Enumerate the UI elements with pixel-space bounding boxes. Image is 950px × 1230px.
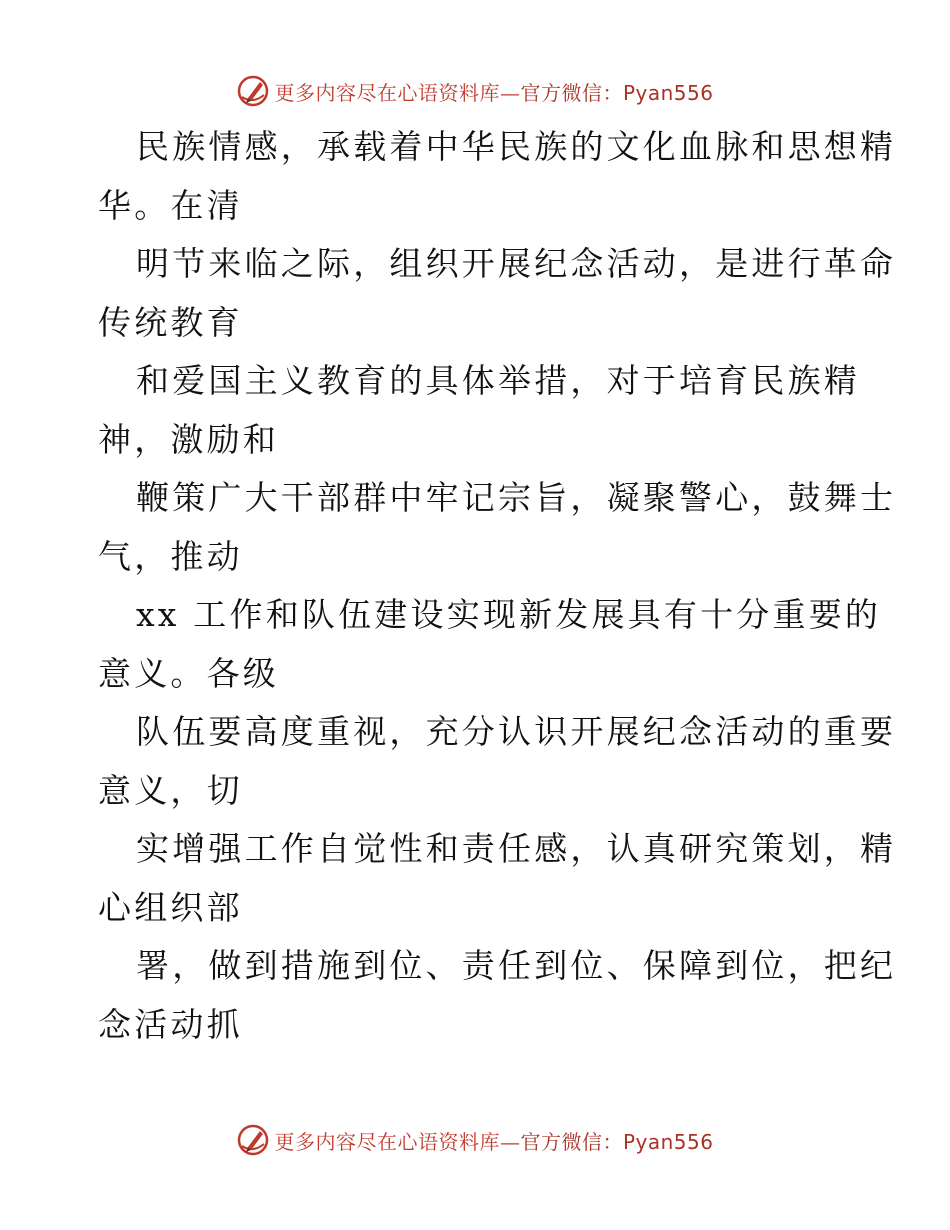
body-line: 实增强工作自觉性和责任感，认真研究策划，精 [136,829,897,868]
body-line: 传统教育 [98,302,243,342]
footer-banner-wechat: 官方微信：Pyan556 [520,1129,714,1154]
body-line: 和爱国主义教育的具体举措，对于培育民族精 [136,361,860,400]
body-line: 意义，切 [98,770,243,810]
body-line: 华。在清 [98,185,243,225]
body-line: 心组织部 [98,887,243,927]
header-banner-title: 更多内容尽在心语资料库— [274,80,521,105]
pen-circle-logo-icon [236,74,270,108]
body-line: 念活动抓 [98,1004,243,1044]
body-line: 署，做到措施到位、责任到位、保障到位，把纪 [136,946,897,985]
header-banner-wechat: 官方微信：Pyan556 [520,80,714,105]
footer-banner-title: 更多内容尽在心语资料库— [274,1129,521,1154]
body-line: 气，推动 [98,536,243,576]
header-banner-text [274,77,713,106]
document-body [98,118,897,1054]
body-line: 队伍要高度重视，充分认识开展纪念活动的重要 [136,712,897,751]
footer-banner-text [274,1126,713,1155]
pen-circle-logo-icon [236,1123,270,1157]
footer-banner [0,1120,950,1160]
body-line: 意义。各级 [98,653,279,693]
body-line: 神，激励和 [98,419,279,459]
body-line: xx 工作和队伍建设实现新发展具有十分重要的 [136,595,882,634]
body-line: 鞭策广大干部群中牢记宗旨，凝聚警心，鼓舞士 [136,478,897,517]
body-line: 明节来临之际，组织开展纪念活动，是进行革命 [136,244,897,283]
header-banner [0,71,950,111]
body-line: 民族情感，承载着中华民族的文化血脉和思想精 [136,127,897,166]
